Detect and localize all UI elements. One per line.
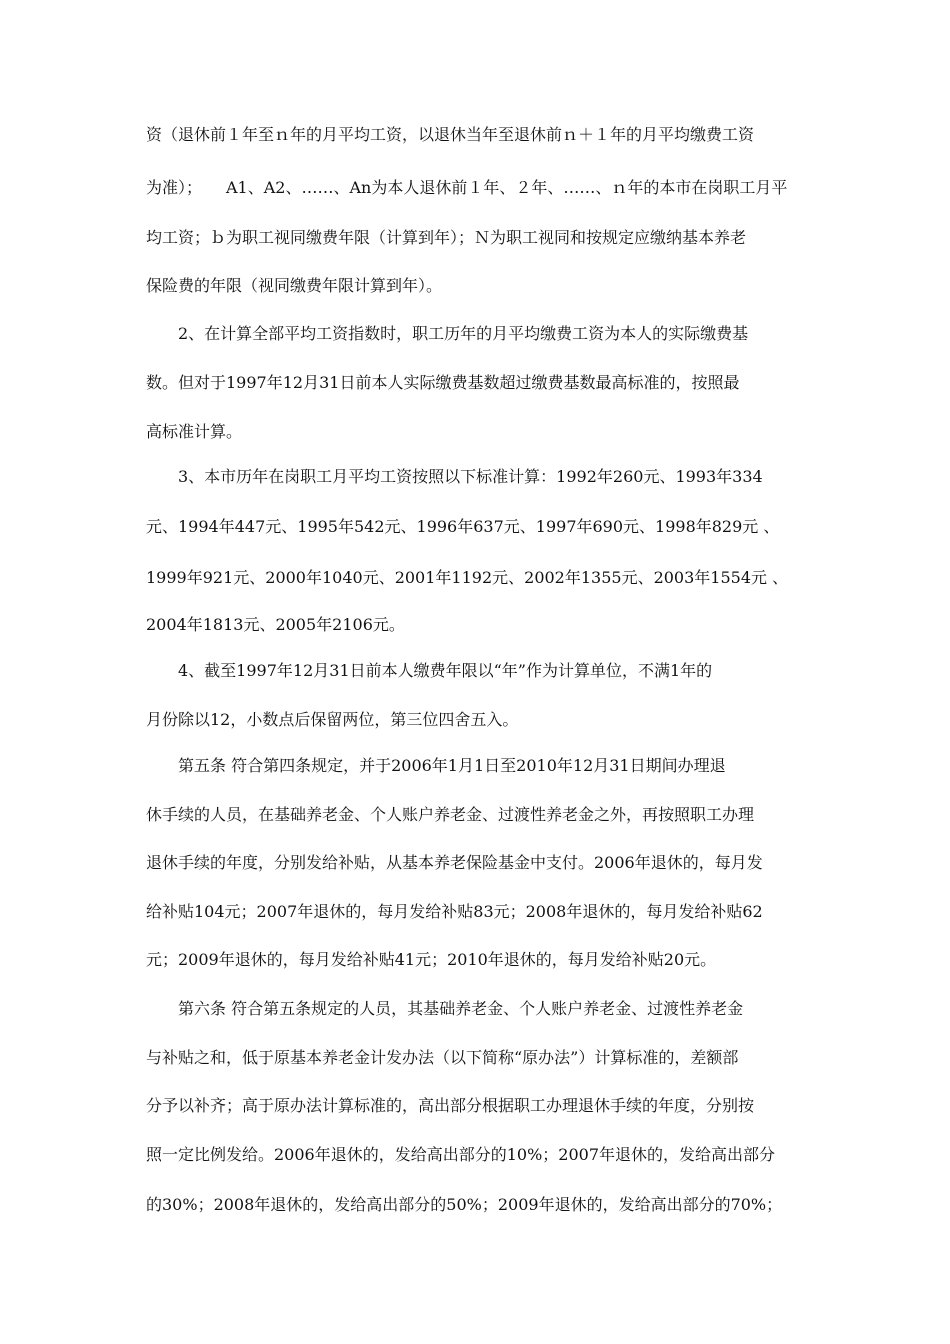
text-line: 第五条 符合第四条规定，并于2006年1月1日至2010年12月31日期间办理退 (146, 756, 726, 775)
text-line: 元、1994年447元、1995年542元、1996年637元、1997年690元、1998年829元 、 (146, 517, 780, 536)
text-line: 的30%；2008年退休的，发给高出部分的50%；2009年退休的，发给高出部分的70%； (146, 1195, 783, 1214)
text-line: 资（退休前１年至ｎ年的月平均工资，以退休当年至退休前ｎ＋１年的月平均缴费工资 (146, 125, 755, 144)
text-line: 退休手续的年度，分别发给补贴，从基本养老保险基金中支付。2006年退休的，每月发 (146, 853, 763, 872)
text-line: 1999年921元、2000年1040元、2001年1192元、2002年1355元、2003年1554元 、 (146, 568, 789, 587)
text-line: 第六条 符合第五条规定的人员，其基础养老金、个人账户养老金、过渡性养老金 (146, 999, 744, 1018)
text-line: 元；2009年退休的，每月发给补贴41元；2010年退休的，每月发给补贴20元。 (146, 950, 717, 969)
text-line: 2、在计算全部平均工资指数时，职工历年的月平均缴费工资为本人的实际缴费基 (146, 324, 749, 343)
text-line: 休手续的人员，在基础养老金、个人账户养老金、过渡性养老金之外，再按照职工办理 (146, 805, 755, 824)
text-line: 照一定比例发给。2006年退休的，发给高出部分的10%；2007年退休的，发给高出部分 (146, 1145, 776, 1164)
text-line: 与补贴之和，低于原基本养老金计发办法（以下简称“原办法”）计算标准的，差额部 (146, 1048, 739, 1067)
text-line: 月份除以12，小数点后保留两位，第三位四舍五入。 (146, 710, 519, 729)
text-line: 为准）； A1、A2、……、An为本人退休前１年、２年、……、ｎ年的本市在岗职工月平 (146, 178, 788, 197)
text-line: 给补贴104元；2007年退休的，每月发给补贴83元；2008年退休的，每月发给补贴62 (146, 902, 763, 921)
text-line: 数。但对于1997年12月31日前本人实际缴费基数超过缴费基数最高标准的，按照最 (146, 373, 740, 392)
text-line: 高标准计算。 (146, 422, 243, 441)
text-line: 保险费的年限（视同缴费年限计算到年）。 (146, 276, 443, 295)
text-line: 3、本市历年在岗职工月平均工资按照以下标准计算：1992年260元、1993年334 (146, 467, 763, 486)
text-line: 2004年1813元、2005年2106元。 (146, 615, 405, 634)
text-line: 均工资；ｂ为职工视同缴费年限（计算到年）；Ｎ为职工视同和按规定应缴纳基本养老 (146, 228, 747, 247)
text-line: 分予以补齐；高于原办法计算标准的，高出部分根据职工办理退休手续的年度，分别按 (146, 1096, 755, 1115)
text-line: 4、截至1997年12月31日前本人缴费年限以“年”作为计算单位，不满1年的 (146, 661, 713, 680)
